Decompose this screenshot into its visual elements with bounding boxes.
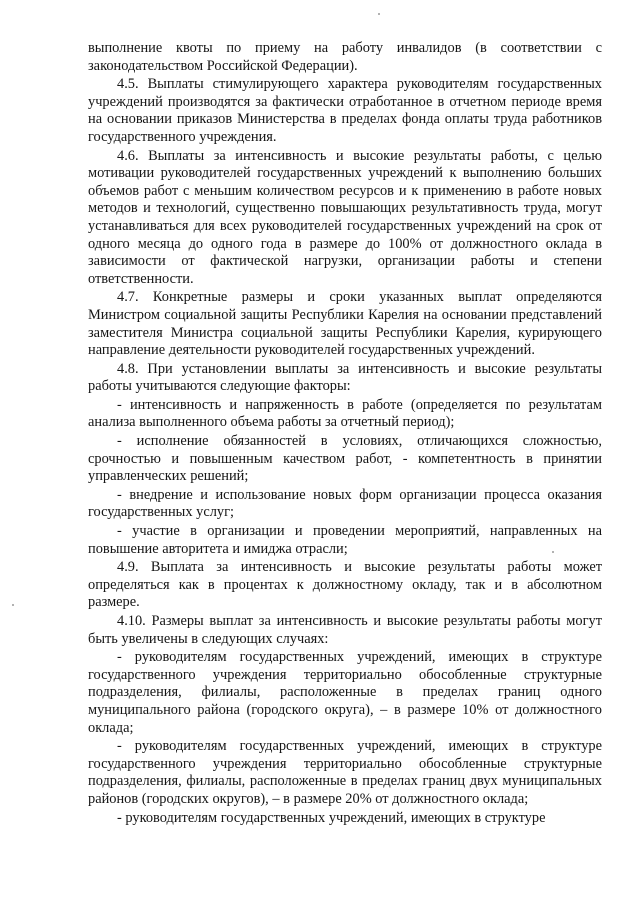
paragraph-4-9: 4.9. Выплата за интенсивность и высокие результаты работы может определяться как в процентах к должностному окладу, так и в абсолютном размере.: [88, 559, 602, 611]
paragraph-4-5: 4.5. Выплаты стимулирующего характера руководителям государственных учреждений производятся за фактически отработанное в отчетном периоде время на основании приказов Министерства в пределах фонда оплаты труда работников государственного учреждения.: [88, 76, 602, 145]
increase-case-item: - руководителям государственных учреждений, имеющих в структуре: [117, 809, 546, 826]
paragraph-4-10: 4.10. Размеры выплат за интенсивность и высокие результаты работы могут быть увеличены в следующих случаях:: [88, 613, 602, 647]
paragraph-4-6: 4.6. Выплаты за интенсивность и высокие результаты работы, с целью мотивации руководителей государственных учреждений к выполнению больших объемов работ с меньшим количеством ресурсов и к применению в работе новых методов и технологий, существенно повышающих результативность труда, могут устанавливаться для всех руководителей государственных учреждений на срок от одного месяца до одного года в размере до 100% от должностного оклада в зависимости от фактической нагрузки, организации работы и степени ответственности.: [88, 147, 602, 287]
paragraph-4-8: 4.8. При установлении выплаты за интенсивность и высокие результаты работы учитываются следующие факторы:: [88, 360, 602, 395]
document-body: [88, 40, 602, 828]
increase-case-item: - руководителям государственных учреждений, имеющих в структуре государственного учреждения территориально обособленные структурные подразделения, филиалы, расположенные в пределах границ одного муниципального района (городского округа), – в размере 10% от должностного оклада;: [88, 649, 602, 736]
factor-list-item: - участие в организации и проведении мероприятий, направленных на повышение авторитета и имиджа отрасли;: [88, 523, 602, 557]
factor-list-item: - внедрение и использование новых форм организации процесса оказания государственных услуг;: [88, 486, 602, 521]
scan-speck: [378, 13, 380, 15]
scan-speck: [12, 604, 14, 606]
paragraph-4-7: 4.7. Конкретные размеры и сроки указанных выплат определяются Министром социальной защиты Республики Карелия на основании представлений заместителя Министра социальной защиты Республики Карелия, курирующего направление деятельности руководителей государственных учреждений.: [88, 289, 602, 359]
increase-case-item: - руководителям государственных учреждений, имеющих в структуре государственного учреждения территориально обособленные структурные подразделения, филиалы, расположенные в пределах границ двух муниципальных районов (городских округов), – в размере 20% от должностного оклада;: [88, 738, 602, 807]
paragraph-continuation: выполнение квоты по приему на работу инвалидов (в соответствии с законодательством Российской Федерации).: [88, 40, 602, 74]
factor-list-item: - интенсивность и напряженность в работе (определяется по результатам анализа выполненного объема работы за отчетный период);: [88, 396, 602, 431]
factor-list-item: - исполнение обязанностей в условиях, отличающихся сложностью, срочностью и повышенным качеством работ, - компетентность в принятии управленческих решений;: [88, 433, 602, 485]
